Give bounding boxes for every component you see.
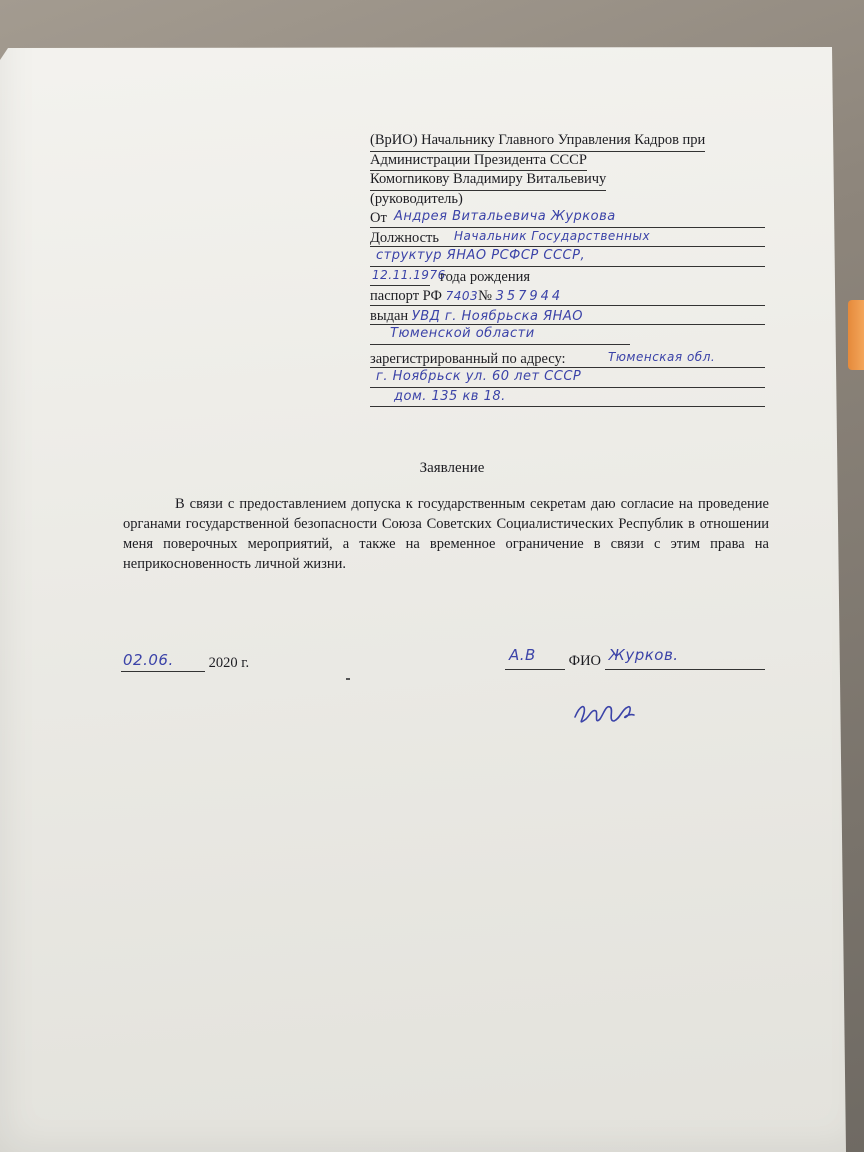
date-blank xyxy=(121,651,205,672)
signature-blank xyxy=(505,646,565,670)
signature-scribble xyxy=(572,695,642,735)
statement-body: В связи с предоставлением допуска к государственным секретам даю согласие на проведение органами государственной безопасности Союза Советских Социалистических Республик в отношении меня поверочных мероприятий, а также на временное ограничение в связи с этим права на неприкосновенность личной жизни. xyxy=(123,496,769,572)
birth-label: года рождения xyxy=(440,268,531,285)
position-label: Должность xyxy=(370,229,439,246)
ink-dot xyxy=(346,678,350,680)
date-field xyxy=(121,651,250,672)
date-handwritten: 02.06. xyxy=(123,651,174,669)
surname-blank xyxy=(605,646,765,670)
address-handwritten-2: г. Ноябрьск ул. 60 лет СССР xyxy=(376,369,582,384)
address-handwritten: Тюменская обл. xyxy=(608,349,716,364)
addressee-line-2: Администрации Президента СССР xyxy=(370,151,765,171)
address-handwritten-3: дом. 135 кв 18. xyxy=(394,388,506,404)
passport-label: паспорт РФ xyxy=(370,288,442,304)
address-field-3 xyxy=(370,389,765,409)
issued-label: выдан xyxy=(370,307,409,324)
from-label: От xyxy=(370,210,387,226)
fio-label: ФИО xyxy=(568,653,602,669)
passport-series-handwritten: 7403 xyxy=(445,289,479,303)
position-handwritten-2: структур ЯНАО РСФСР СССР, xyxy=(376,248,586,263)
issued-handwritten-2: Тюменской области xyxy=(390,326,535,341)
position-handwritten: Начальник Государственных xyxy=(454,228,651,243)
birth-handwritten: 12.11.1976 xyxy=(372,267,446,282)
issued-handwritten: УВД г. Ноябрьска ЯНАО xyxy=(411,308,584,324)
addressee-line-3 xyxy=(370,170,765,190)
date-year: 2020 г. xyxy=(208,655,250,671)
document-title: Заявление xyxy=(419,460,485,476)
addressee-name: Комornикову Владимиру Витальевичу xyxy=(370,170,606,191)
initials-handwritten: А.В xyxy=(509,646,536,664)
passport-number-handwritten: 357944 xyxy=(495,289,564,304)
signature-field xyxy=(505,646,765,670)
addressee-line-1: (ВрИО) Начальнику Главного Управления Кадров при xyxy=(370,131,765,151)
birth-field xyxy=(370,268,765,288)
passport-field: паспорт РФ 7403№ 357944 xyxy=(370,287,765,307)
addressee-block xyxy=(370,131,765,408)
issued-field-2 xyxy=(370,326,765,346)
addressee-role: (руководитель) xyxy=(370,190,463,207)
address-label: зарегистрированный по адресу: xyxy=(370,350,566,367)
pencil-edge xyxy=(848,300,864,370)
from-handwritten: Андрея Витальевича Журкова xyxy=(394,209,616,224)
surname-handwritten: Журков. xyxy=(608,646,679,664)
